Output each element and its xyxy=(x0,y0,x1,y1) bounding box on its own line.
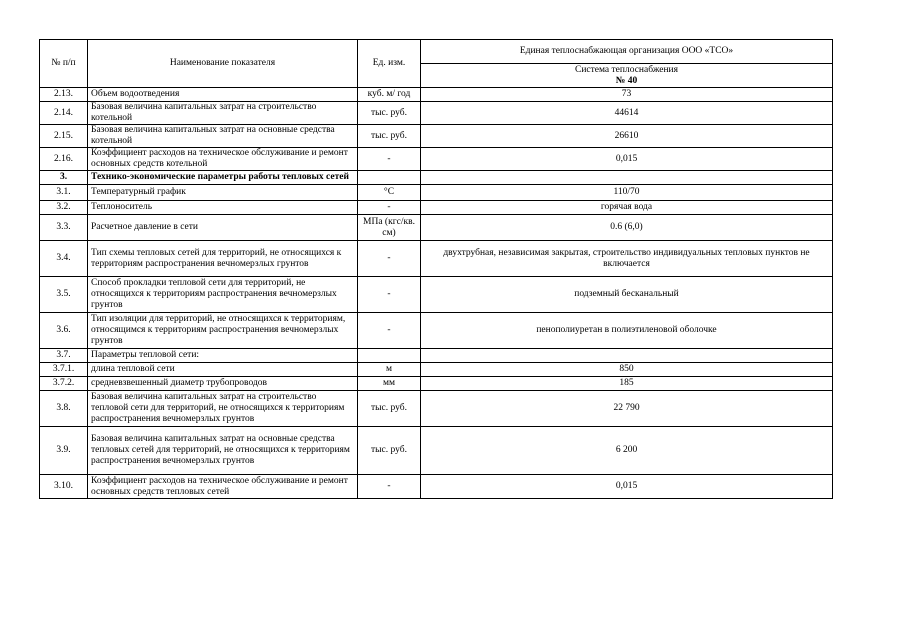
row-unit: тыс. руб. xyxy=(358,102,421,125)
row-name: Тип изоляции для территорий, не относящихся к территориям, относящимся к территориям распространения вечномерзлых грунтов xyxy=(88,313,358,349)
row-value: двухтрубная, независимая закрытая, строительство индивидуальных тепловых пунктов не включается xyxy=(421,241,833,277)
row-number: 2.16. xyxy=(40,148,88,171)
row-unit xyxy=(358,349,421,363)
table-row xyxy=(40,391,833,427)
row-value: 0.6 (6,0) xyxy=(421,215,833,241)
row-unit: - xyxy=(358,241,421,277)
row-unit: - xyxy=(358,148,421,171)
row-value: 73 xyxy=(421,88,833,102)
row-number: 3.2. xyxy=(40,201,88,215)
row-name: Базовая величина капитальных затрат на строительство котельной xyxy=(88,102,358,125)
table-row xyxy=(40,171,833,185)
row-name: Технико-экономические параметры работы тепловых сетей xyxy=(88,171,358,185)
row-number: 3.7.2. xyxy=(40,377,88,391)
table-row xyxy=(40,201,833,215)
header-system-label: Система теплоснабжения xyxy=(574,64,679,75)
row-value: пенополиуретан в полиэтиленовой оболочке xyxy=(421,313,833,349)
row-number: 3.3. xyxy=(40,215,88,241)
row-name: Коэффициент расходов на техническое обслуживание и ремонт основных средств тепловых сетей xyxy=(88,475,358,499)
row-number: 3.4. xyxy=(40,241,88,277)
row-unit xyxy=(358,171,421,185)
row-unit: м xyxy=(358,363,421,377)
table-row xyxy=(40,125,833,148)
table-row xyxy=(40,102,833,125)
row-value: 185 xyxy=(421,377,833,391)
row-unit: куб. м/ год xyxy=(358,88,421,102)
table-row xyxy=(40,88,833,102)
row-number: 2.15. xyxy=(40,125,88,148)
row-number: 3.7. xyxy=(40,349,88,363)
table-row xyxy=(40,277,833,313)
row-unit: - xyxy=(358,201,421,215)
row-number: 3.10. xyxy=(40,475,88,499)
row-name: Базовая величина капитальных затрат на строительство тепловой сети для территорий, не относящихся к территориям распространения вечномерзлых грунтов xyxy=(88,391,358,427)
row-value: 6 200 xyxy=(421,427,833,475)
table-row xyxy=(40,377,833,391)
row-value xyxy=(421,349,833,363)
row-number: 2.14. xyxy=(40,102,88,125)
row-value: 26610 xyxy=(421,125,833,148)
row-name: Температурный график xyxy=(88,185,358,201)
row-name: Теплоноситель xyxy=(88,201,358,215)
row-number: 3. xyxy=(40,171,88,185)
row-value: 110/70 xyxy=(421,185,833,201)
row-name: Базовая величина капитальных затрат на основные средства тепловых сетей для территорий, не относящихся к территориям распространения вечномерзлых грунтов xyxy=(88,427,358,475)
row-unit: мм xyxy=(358,377,421,391)
row-name: средневзвешенный диаметр трубопроводов xyxy=(88,377,358,391)
row-unit: - xyxy=(358,277,421,313)
row-unit: - xyxy=(358,475,421,499)
row-unit: тыс. руб. xyxy=(358,391,421,427)
row-value: 850 xyxy=(421,363,833,377)
row-name: Расчетное давление в сети xyxy=(88,215,358,241)
header-org: Единая теплоснабжающая организация ООО «ТСО» xyxy=(421,40,833,64)
header-col-name: Наименование показателя xyxy=(88,40,358,88)
row-name: длина тепловой сети xyxy=(88,363,358,377)
row-name: Способ прокладки тепловой сети для территорий, не относящихся к территориям распространения вечномерзлых грунтов xyxy=(88,277,358,313)
row-number: 3.8. xyxy=(40,391,88,427)
row-unit: тыс. руб. xyxy=(358,427,421,475)
row-name: Тип схемы тепловых сетей для территорий, не относящихся к территориям распространения вечномерзлых грунтов xyxy=(88,241,358,277)
row-value: 22 790 xyxy=(421,391,833,427)
table-row xyxy=(40,363,833,377)
row-unit: тыс. руб. xyxy=(358,125,421,148)
row-value: 0,015 xyxy=(421,475,833,499)
row-number: 2.13. xyxy=(40,88,88,102)
table-row xyxy=(40,349,833,363)
row-number: 3.6. xyxy=(40,313,88,349)
row-number: 3.1. xyxy=(40,185,88,201)
table-row xyxy=(40,241,833,277)
row-value: горячая вода xyxy=(421,201,833,215)
indicators-table xyxy=(39,39,833,499)
header-col-unit: Ед. изм. xyxy=(358,40,421,88)
row-number: 3.5. xyxy=(40,277,88,313)
header-col-num: № п/п xyxy=(40,40,88,88)
header-system-number: № 40 xyxy=(615,75,638,86)
row-value xyxy=(421,171,833,185)
row-number: 3.7.1. xyxy=(40,363,88,377)
row-number: 3.9. xyxy=(40,427,88,475)
row-unit: МПа (кгс/кв. см) xyxy=(358,215,421,241)
table-row xyxy=(40,148,833,171)
row-name: Параметры тепловой сети: xyxy=(88,349,358,363)
row-value: 44614 xyxy=(421,102,833,125)
table-row xyxy=(40,475,833,499)
row-value: 0,015 xyxy=(421,148,833,171)
row-unit: - xyxy=(358,313,421,349)
table-row xyxy=(40,215,833,241)
row-name: Базовая величина капитальных затрат на основные средства котельной xyxy=(88,125,358,148)
row-name: Коэффициент расходов на техническое обслуживание и ремонт основных средств котельной xyxy=(88,148,358,171)
row-name: Объем водоотведения xyxy=(88,88,358,102)
header-system xyxy=(421,64,833,88)
table-row xyxy=(40,185,833,201)
row-unit: °C xyxy=(358,185,421,201)
row-value: подземный бесканальный xyxy=(421,277,833,313)
table-row xyxy=(40,313,833,349)
table-row xyxy=(40,427,833,475)
